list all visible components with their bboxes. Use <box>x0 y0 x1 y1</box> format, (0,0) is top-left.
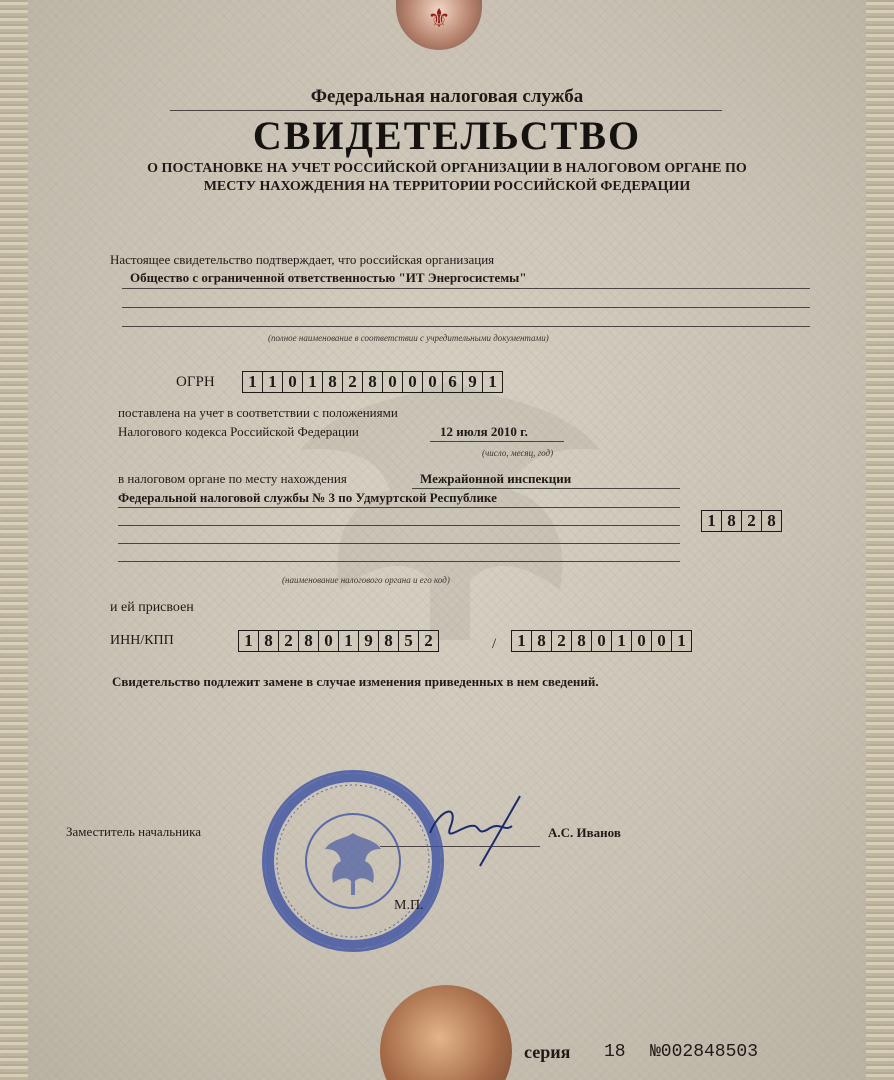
organization-name: Общество с ограниченной ответственностью "ИТ Энергосистемы" <box>130 270 527 285</box>
digit-cell: 1 <box>677 631 686 650</box>
title-rule <box>170 110 722 111</box>
digit-cell: 1 <box>702 511 722 531</box>
ogrn-cells <box>242 371 503 393</box>
digit-cell: 8 <box>722 511 742 531</box>
authority-line-rule-4 <box>118 543 680 544</box>
signer-name: А.С. Иванов <box>548 825 621 840</box>
digit-cell: 9 <box>359 631 379 651</box>
digit-cell: 0 <box>632 631 652 651</box>
digit-cell: 1 <box>303 372 323 392</box>
digit-cell: 8 <box>379 631 399 651</box>
digit-cell: 8 <box>259 631 279 651</box>
gold-hologram-seal <box>380 985 512 1080</box>
digit-cell: 0 <box>423 372 443 392</box>
inn-kpp-label: ИНН/КПП <box>110 633 174 648</box>
digit-cell: 1 <box>339 631 359 651</box>
stamp-eagle-icon <box>265 773 441 949</box>
authority-line-rule-2 <box>118 507 680 508</box>
digit-cell: 8 <box>299 631 319 651</box>
certificate-number: №002848503 <box>650 1042 759 1062</box>
ogrn-label: ОГРН <box>176 374 215 390</box>
org-line-2 <box>122 307 810 308</box>
org-line-1 <box>122 288 810 289</box>
digit-cell: 8 <box>572 631 592 651</box>
replacement-notice: Свидетельство подлежит замене в случае изменения приведенных в нем сведений. <box>112 674 599 689</box>
org-line-3 <box>122 326 810 327</box>
digit-cell: 0 <box>403 372 423 392</box>
series-label: серия <box>524 1042 571 1062</box>
digit-cell: 9 <box>463 372 483 392</box>
digit-cell: 1 <box>488 372 497 391</box>
digit-cell: 1 <box>243 372 263 392</box>
assigned-text: и ей присвоен <box>110 600 194 615</box>
digit-cell: 0 <box>383 372 403 392</box>
digit-cell: 8 <box>323 372 343 392</box>
date-line <box>430 441 564 442</box>
tax-code-text: Налогового кодекса Российской Федерации <box>118 424 359 439</box>
inn-cells <box>238 630 439 652</box>
official-stamp <box>262 770 444 952</box>
registration-date: 12 июля 2010 г. <box>440 424 528 439</box>
digit-cell: 0 <box>652 631 672 651</box>
authority-code-cells <box>701 510 782 532</box>
digit-cell: 0 <box>319 631 339 651</box>
digit-cell: 8 <box>363 372 383 392</box>
authority-line-rule-1 <box>412 488 680 489</box>
digit-cell: 8 <box>532 631 552 651</box>
kpp-cells <box>511 630 692 652</box>
digit-cell: 1 <box>612 631 632 651</box>
digit-cell: 1 <box>239 631 259 651</box>
digit-cell: 6 <box>443 372 463 392</box>
digit-cell: 2 <box>424 631 433 650</box>
right-ornamental-border <box>866 0 894 1080</box>
digit-cell: 0 <box>283 372 303 392</box>
handwritten-signature <box>420 788 540 868</box>
eagle-icon: ⚜ <box>427 4 451 33</box>
authority-caption: (наименование налогового органа и его код) <box>282 575 450 585</box>
document-subtitle: О ПОСТАНОВКЕ НА УЧЕТ РОССИЙСКОЙ ОРГАНИЗАЦИИ В НАЛОГОВОМ ОРГАНЕ ПО МЕСТУ НАХОЖДЕНИЯ НА ТЕРРИТОРИИ РОССИЙСКОЙ ФЕДЕРАЦИИ <box>147 161 747 194</box>
authority-prefix: в налоговом органе по месту нахождения <box>118 471 347 486</box>
agency-name: Федеральная налоговая служба <box>310 86 584 107</box>
left-ornamental-border <box>0 0 28 1080</box>
org-name-caption: (полное наименование в соответствии с учредительными документами) <box>268 333 549 343</box>
date-caption: (число, месяц, год) <box>482 448 554 458</box>
digit-cell: 1 <box>512 631 532 651</box>
series-number: 18 <box>604 1042 626 1062</box>
document-title: СВИДЕТЕЛЬСТВО <box>252 113 642 158</box>
digit-cell: 5 <box>399 631 419 651</box>
digit-cell: 2 <box>279 631 299 651</box>
digit-cell: 2 <box>552 631 572 651</box>
registered-text: поставлена на учет в соответствии с положениями <box>118 405 398 420</box>
intro-text: Настоящее свидетельство подтверждает, что российская организация <box>110 252 495 267</box>
state-emblem-top <box>396 0 482 50</box>
authority-line-rule-3 <box>118 525 680 526</box>
digit-cell: 0 <box>592 631 612 651</box>
digit-cell: 1 <box>263 372 283 392</box>
signer-position: Заместитель начальника <box>66 824 201 839</box>
authority-line-rule-5 <box>118 561 680 562</box>
digit-cell: 8 <box>767 511 776 530</box>
authority-line-1: Межрайонной инспекции <box>420 471 572 486</box>
digit-cell: 2 <box>742 511 762 531</box>
inn-kpp-separator: / <box>492 636 497 652</box>
digit-cell: 2 <box>343 372 363 392</box>
mp-seal-mark: М.П. <box>394 898 424 913</box>
authority-line-2: Федеральной налоговой службы № 3 по Удмуртской Республике <box>118 490 497 505</box>
